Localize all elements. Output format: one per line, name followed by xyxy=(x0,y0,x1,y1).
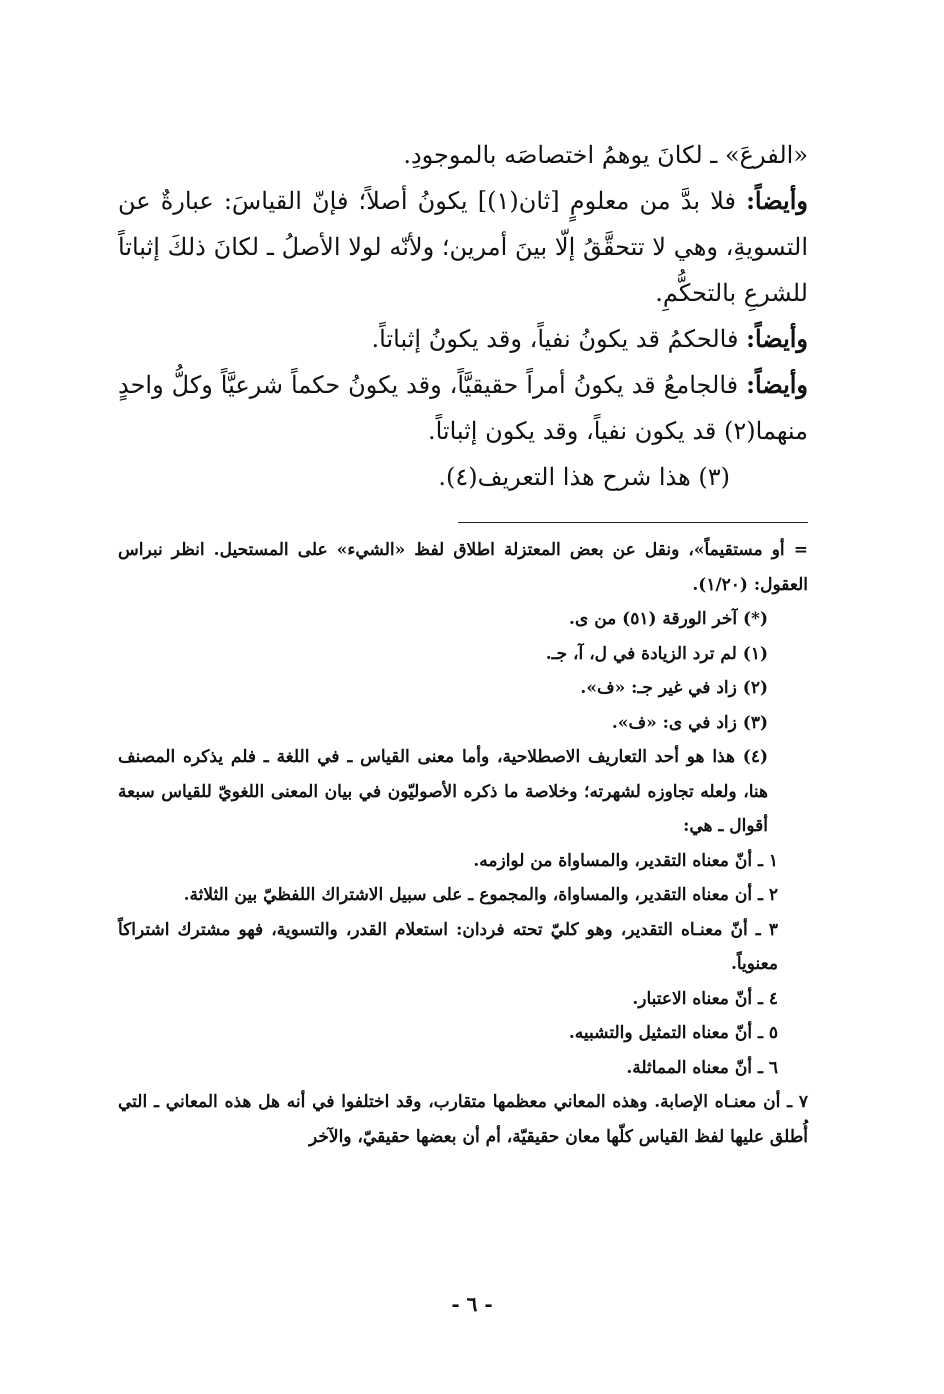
paragraph-3 xyxy=(118,316,808,362)
paragraph-2-lead: وأيضاً: xyxy=(746,186,808,215)
footnote-item-6: ٦ ـ أنّ معناه المماثلة. xyxy=(626,1057,778,1078)
footnote-2: (٢) زاد في غير جـ: «ف». xyxy=(580,678,768,698)
paragraph-2-text: فلا بدَّ من معلومٍ [ثان(١)] يكونُ أصلاً؛ فإنّ القياسَ: عبارةٌ عن التسويةِ، وهي لا تتحقَّقُ إلّا بينَ أمرين؛ ولأنّه لولا الأصلُ ـ لكانَ ذلكَ إثباتاً للشرعِ بالتحكُّمِ. xyxy=(118,187,808,307)
paragraph-4-text: فالجامعُ قد يكونُ أمراً حقيقيَّاً، وقد يكونُ حكماً شرعيَّاً وكلُّ واحدٍ منهما(٢) قد يكون نفياً، وقد يكون إثباتاً. xyxy=(118,371,808,445)
footnote-star: (*) آخر الورقة (٥١) من ى. xyxy=(569,609,768,629)
footnote-4: (٤) هذا هو أحد التعاريف الاصطلاحية، وأما معنى القياس ـ في اللغة ـ فلم يذكره المصنف هنا، ولعله تجاوزه لشهرته؛ وخلاصة ما ذكره الأصوليّون في بيان المعنى اللغويّ للقياس سبعة أقوال ـ هي: xyxy=(118,747,768,836)
paragraph-3-text: فالحكمُ قد يكونُ نفياً، وقد يكونُ إثباتاً. xyxy=(371,325,739,353)
page-body xyxy=(118,132,808,1154)
footnote-item-2: ٢ ـ أن معناه التقدير، والمساواة، والمجموع ـ على سبيل الاشتراك اللفظيّ بين الثلاثة. xyxy=(183,885,778,905)
footnote-1: (١) لم ترد الزيادة في ل، آ، جـ. xyxy=(545,643,768,664)
footnote-item-7: ٧ ـ أن معنـاه الإصابة. وهذه المعاني معظمها متقارب، وقد اختلفوا في أنه هل هذه المعاني ـ التي أُطلق عليها لفظ القياس كلّها معان حقيقيّة، أم أن بعضها حقيقيّ، والآخر xyxy=(118,1092,808,1147)
paragraph-3-lead: وأيضاً: xyxy=(746,324,808,353)
page-number: - ٦ - xyxy=(451,1292,493,1316)
main-text xyxy=(118,132,808,500)
paragraph-4 xyxy=(118,362,808,454)
paragraph-2 xyxy=(118,178,808,316)
footnote-item-1: ١ ـ أنّ معناه التقدير، والمساواة من لوازمه. xyxy=(473,850,778,871)
footnote-item-4: ٤ ـ أنّ معناه الاعتبار. xyxy=(632,988,778,1009)
paragraph-4-lead: وأيضاً: xyxy=(746,370,808,399)
footnote-item-5: ٥ ـ أنّ معناه التمثيل والتشبيه. xyxy=(568,1023,778,1043)
footnote-3: (٣) زاد في ى: «ف». xyxy=(611,712,768,733)
footnotes xyxy=(118,533,808,1154)
footnote-continuation: = أو مستقيماً»، ونقل عن بعض المعتزلة اطلاق لفظ «الشيء» على المستحيل. انظر نبراس العقول: (١/٢٠). xyxy=(118,540,808,595)
paragraph-1: «الفرعَ» ـ لكانَ يوهمُ اختصاصَه بالموجودِ. xyxy=(403,141,808,169)
footnote-separator xyxy=(458,522,808,523)
paragraph-5: (٣) هذا شرح هذا التعريف(٤). xyxy=(438,463,730,491)
footnote-item-3: ٣ ـ أنّ معنـاه التقدير، وهو كليّ تحته فردان: استعلام القدر، والتسوية، فهو مشترك اشتراكاً معنوياً. xyxy=(118,919,778,974)
